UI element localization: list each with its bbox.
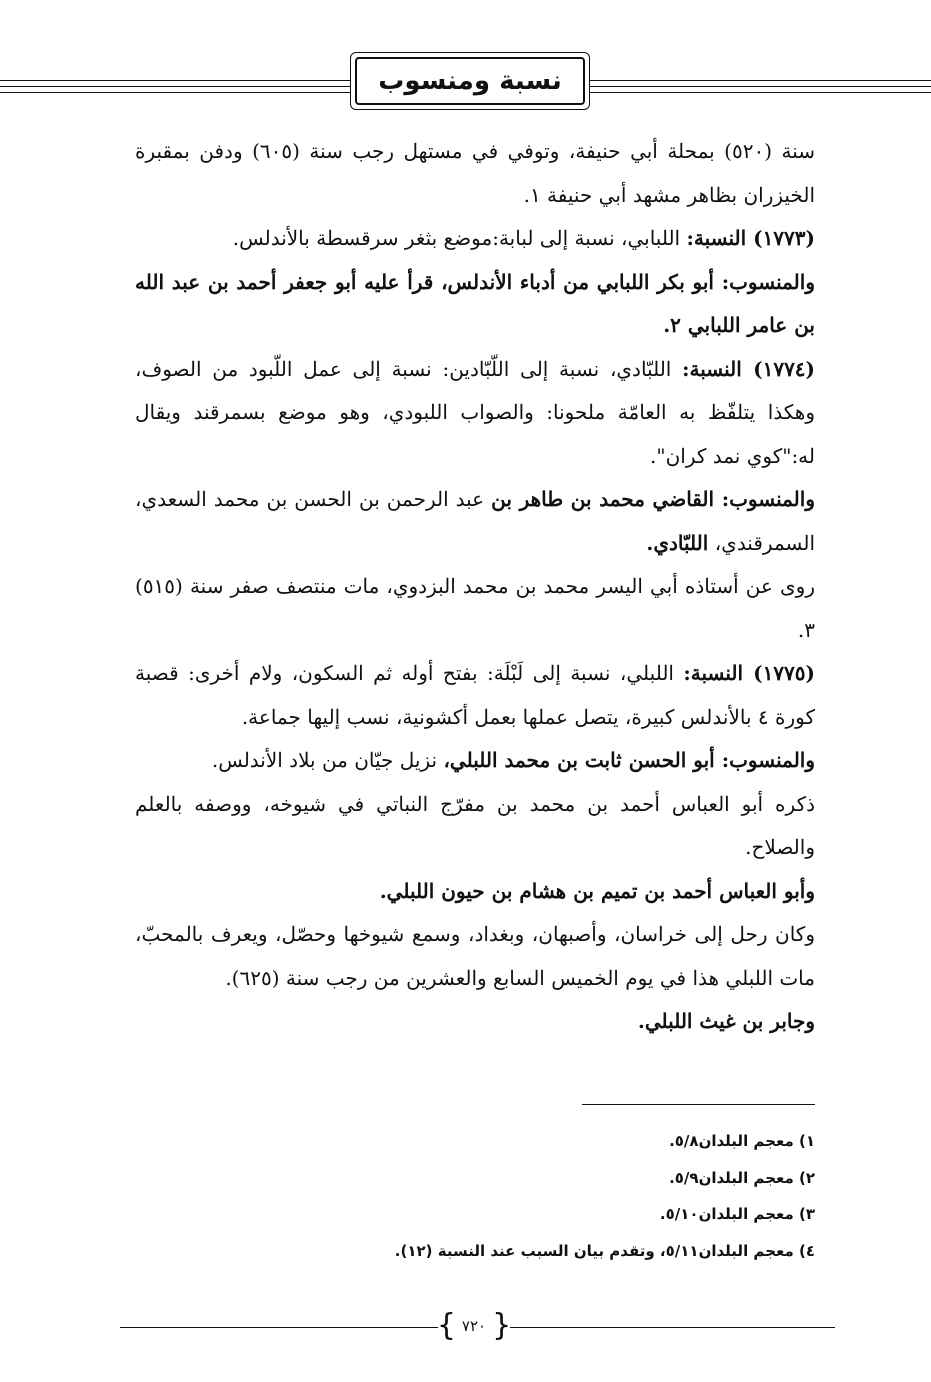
page-number-rule — [510, 1327, 835, 1328]
footnote-separator — [582, 1104, 815, 1105]
brace-icon: { — [492, 1308, 512, 1343]
paragraph-text: اللبلي، نسبة إلى لَبْلَة: بفتح أوله ثم السكون، ولام أخرى: قصبة كورة ٤ بالأندلس كبيرة، يتصل عملها بعمل أكشونية، نسب إليها جماعة. — [135, 661, 815, 729]
paragraph-text: اللبّادي، نسبة إلى اللّبّادين: نسبة إلى عمل اللّبود من الصوف، وهكذا يتلفّظ به العامّة ملحونا: والصواب اللبودي، وهو موضع بسمرقند ويقال له:"كوي نمد كران". — [135, 356, 815, 468]
paragraph — [135, 130, 815, 217]
page-number: ٧٢٠ — [461, 1317, 487, 1335]
entry-label: والمنسوب: القاضي محمد بن طاهر بن — [491, 487, 815, 511]
paragraph — [135, 565, 815, 652]
entry-label: (١٧٧٤) النسبة: — [682, 356, 816, 381]
paragraph-text: روى عن أستاذه أبي اليسر محمد بن محمد البزدوي، مات منتصف صفر سنة (٥١٥) ٣. — [135, 574, 815, 642]
entry-label: (١٧٧٥) النسبة: — [683, 661, 815, 685]
footnotes — [115, 1123, 815, 1269]
entry-label: (١٧٧٣) النسبة: — [686, 226, 815, 250]
paragraph — [135, 478, 815, 565]
paragraph-text: اللبابي، نسبة إلى لبابة:موضع بثغر سرقسطة بالأندلس. — [232, 226, 681, 250]
paragraph — [135, 652, 815, 739]
entry-tail: اللبّادي. — [646, 530, 709, 555]
footnote: ٤) معجم البلدان٥/١١، وتقدم بيان السبب عند النسبة (١٢). — [394, 1241, 815, 1260]
paragraph — [135, 348, 815, 479]
paragraph — [135, 783, 815, 870]
page-title: نسبة ومنسوب — [355, 57, 585, 105]
brace-icon: } — [436, 1308, 456, 1343]
paragraph-text: سنة (٥٢٠) بمحلة أبي حنيفة، وتوفي في مستهل رجب سنة (٦٠٥) ودفن بمقبرة الخيزران بظاهر مشهد أبي حنيفة ١. — [135, 139, 816, 207]
entry-label: والمنسوب: أبو بكر اللبابي من أدباء الأندلس، قرأ عليه أبو جعفر أحمد بن عبد الله بن عامر اللبابي ٢. — [135, 269, 815, 337]
page-number-rule — [120, 1327, 438, 1328]
paragraph — [135, 870, 815, 914]
header-frame — [350, 52, 590, 110]
paragraph — [135, 913, 815, 1000]
paragraph — [135, 1000, 815, 1044]
paragraph — [135, 261, 815, 348]
paragraph-text: وكان رحل إلى خراسان، وأصبهان، وبغداد، وسمع شيوخها وحصّل، ويعرف بالمحبّ، مات اللبلي هذا في يوم الخميس السابع والعشرين من رجب سنة (٦٢٥). — [135, 922, 815, 990]
footnote: ٢) معجم البلدان٥/٩. — [669, 1168, 815, 1187]
body-text — [135, 130, 815, 1044]
paragraph — [135, 739, 815, 783]
page-number-frame — [438, 1308, 510, 1344]
entry-label: والمنسوب: أبو الحسن ثابت بن محمد اللبلي، — [443, 748, 815, 772]
paragraph-text: نزيل جيّان من بلاد الأندلس. — [211, 748, 438, 772]
paragraph-text: ذكره أبو العباس أحمد بن محمد بن مفرّج النباتي في شيوخه، ووصفه بالعلم والصلاح. — [135, 791, 815, 859]
footnote: ٣) معجم البلدان٥/١٠. — [659, 1205, 815, 1223]
paragraph — [135, 217, 815, 261]
entry-label: وجابر بن غيث اللبلي. — [637, 1009, 815, 1033]
entry-label: وأبو العباس أحمد بن تميم بن هشام بن حيون اللبلي. — [379, 878, 815, 903]
paragraph-text: عبد الرحمن بن الحسن بن محمد السعدي، السمرقندي، — [135, 487, 815, 555]
footnote: ١) معجم البلدان٥/٨. — [669, 1132, 815, 1150]
